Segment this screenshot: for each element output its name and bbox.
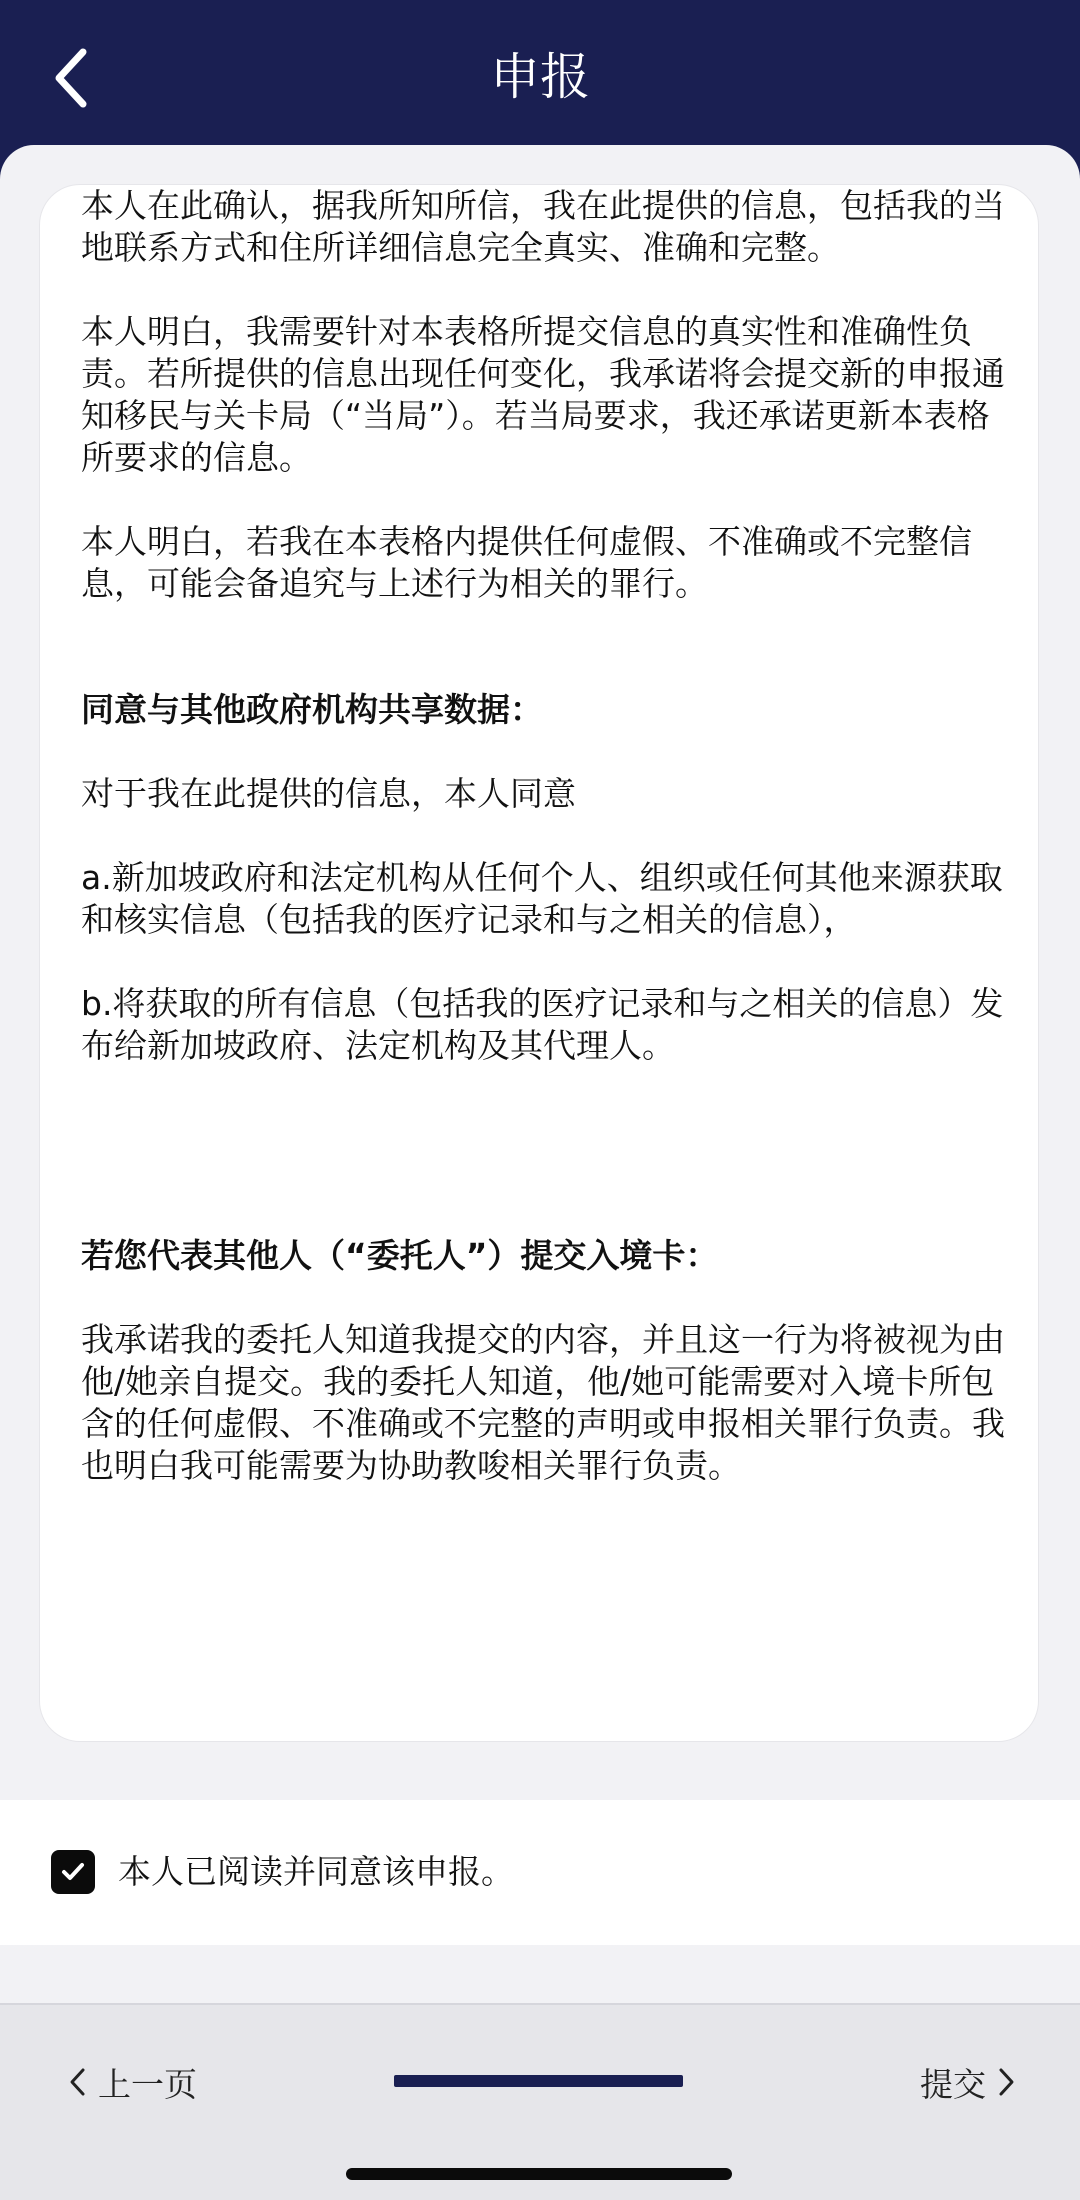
bottom-nav	[0, 2003, 1080, 2200]
consent-intro: 对于我在此提供的信息，本人同意	[81, 774, 576, 813]
agree-row	[0, 1800, 1080, 1945]
declaration-text	[81, 185, 1021, 1487]
consent-item-a: a.新加坡政府和法定机构从任何个人、组织或任何其他来源获取和核实信息（包括我的医疗记录和与之相关的信息），	[81, 858, 1003, 939]
agree-label[interactable]: 本人已阅读并同意该申报。	[118, 1852, 514, 1891]
submit-button[interactable]	[920, 2057, 1016, 2107]
declaration-paragraph-3: 本人明白，若我在本表格内提供任何虚假、不准确或不完整信息，可能会备追究与上述行为相关的罪行。	[81, 522, 972, 603]
chevron-left-icon	[68, 2067, 86, 2097]
proxy-paragraph: 我承诺我的委托人知道我提交的内容，并且这一行为将被视为由他/她亲自提交。我的委托人知道，他/她可能需要对入境卡所包含的任何虚假、不准确或不完整的声明或申报相关罪行负责。我也明白我可能需要为协助教唆相关罪行负责。	[81, 1320, 1005, 1485]
checkmark-icon	[58, 1857, 88, 1887]
agree-checkbox[interactable]	[51, 1850, 95, 1894]
declaration-card[interactable]	[40, 185, 1038, 1741]
chevron-right-icon	[998, 2067, 1016, 2097]
submit-label: 提交	[920, 2064, 986, 2104]
progress-bar	[394, 2075, 683, 2087]
declaration-paragraph-2: 本人明白，我需要针对本表格所提交信息的真实性和准确性负责。若所提供的信息出现任何变化，我承诺将会提交新的申报通知移民与关卡局（“当局”）。若当局要求，我还承诺更新本表格所要求的信息。	[81, 312, 1005, 477]
consent-heading: 同意与其他政府机构共享数据：	[81, 690, 543, 729]
consent-item-b: b.将获取的所有信息（包括我的医疗记录和与之相关的信息）发布给新加坡政府、法定机构及其代理人。	[81, 984, 1004, 1065]
home-indicator	[346, 2168, 732, 2180]
page-title: 申报	[490, 48, 590, 106]
declaration-paragraph-1: 本人在此确认，据我所知所信，我在此提供的信息，包括我的当地联系方式和住所详细信息完全真实、准确和完整。	[81, 186, 1005, 267]
proxy-heading: 若您代表其他人（“委托人”）提交入境卡：	[81, 1236, 719, 1275]
previous-page-button[interactable]	[68, 2057, 197, 2107]
previous-page-label: 上一页	[98, 2064, 197, 2104]
